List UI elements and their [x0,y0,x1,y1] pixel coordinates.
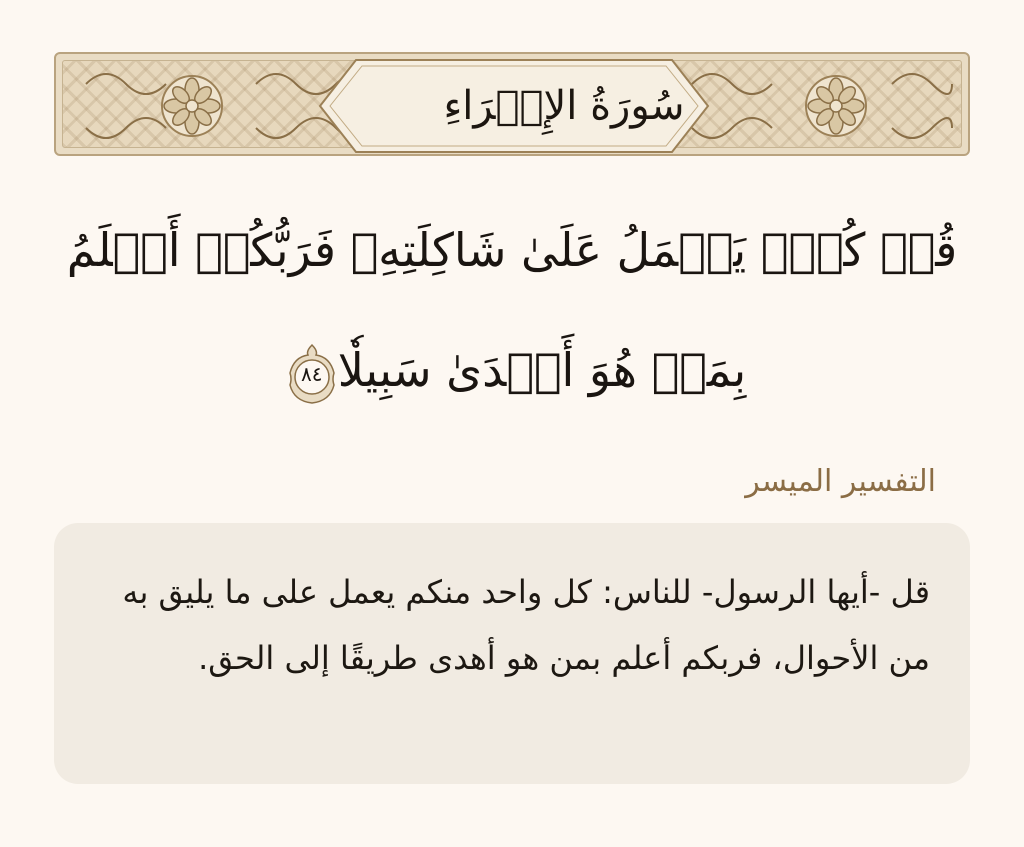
verse-line-2 [60,340,964,405]
tafsir-title: التفسير الميسر [745,464,936,499]
ayah-number-marker [286,343,338,405]
surah-name: سُورَةُ الإِسۡرَاءِ [443,83,685,129]
surah-header-banner [54,52,970,156]
ayah-number: ٨٤ [301,362,323,386]
verse-line-1: قُلۡ كُلّٞ يَعۡمَلُ عَلَىٰ شَاكِلَتِهِۦ فَرَبُّكُمۡ أَعۡلَمُ [66,223,958,277]
tafsir-card [54,523,970,784]
left-rosette-icon [162,76,222,136]
tafsir-text: قل -أيها الرسول- للناس: كل واحد منكم يعمل على ما يليق به من الأحوال، فربكم أعلم بمن هو أهدى طريقًا إلى الحق. [122,573,930,677]
right-rosette-icon [806,76,866,136]
verse-line-2-text: بِمَنۡ هُوَ أَهۡدَىٰ سَبِيلٗا [337,343,747,397]
